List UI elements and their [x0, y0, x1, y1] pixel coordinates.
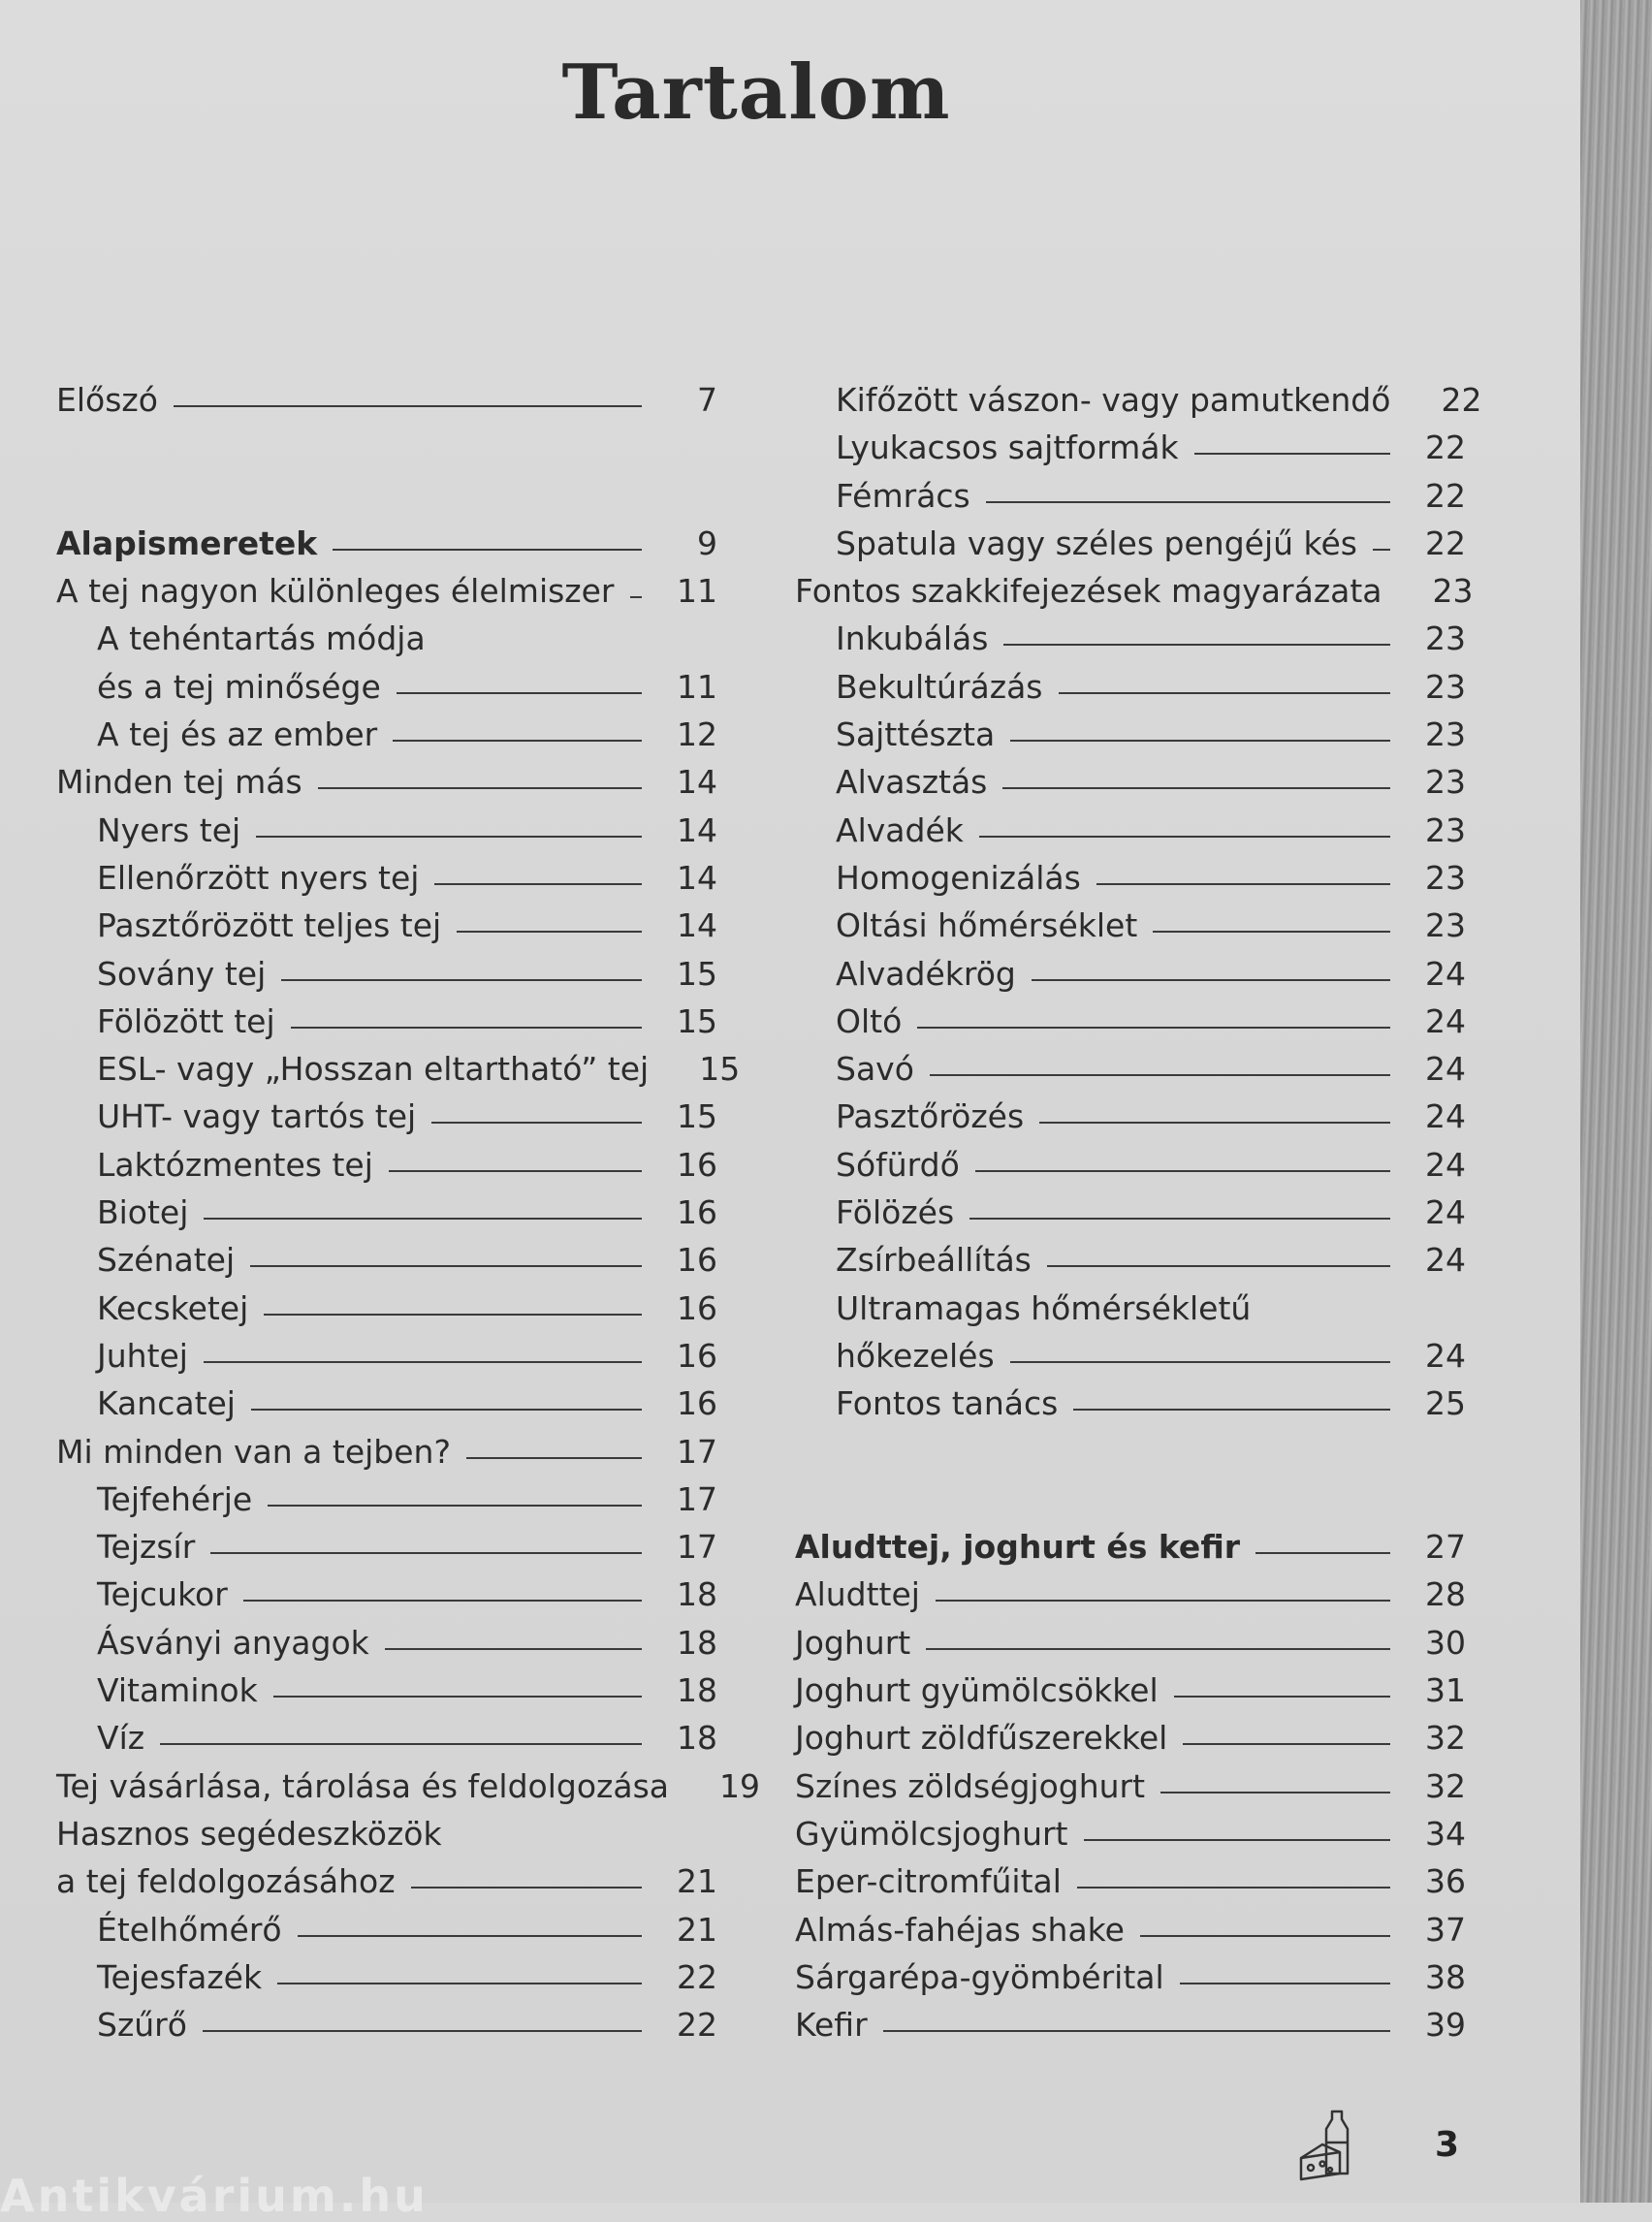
- toc-page-number: 15: [677, 954, 717, 993]
- toc-entry: [56, 1428, 717, 1476]
- toc-leader-line: [466, 1456, 642, 1459]
- toc-entry: [795, 807, 1466, 854]
- toc-page-number: 23: [1425, 763, 1466, 802]
- toc-entry: [795, 2001, 1466, 2048]
- toc-entry: [795, 1762, 1466, 1810]
- toc-page-number: 36: [1425, 1862, 1466, 1901]
- toc-leader-line: [975, 1169, 1390, 1172]
- toc-page-number: 14: [677, 858, 717, 897]
- milk-bottle-cheese-icon: [1297, 2104, 1359, 2181]
- toc-entry: [56, 1762, 760, 1810]
- toc-leader-line: [264, 1313, 642, 1316]
- toc-leader-line: [1255, 1551, 1390, 1554]
- toc-page-number: 17: [677, 1528, 717, 1567]
- toc-entry: [56, 615, 717, 662]
- toc-entry: [56, 1093, 717, 1140]
- toc-leader-line: [926, 1647, 1390, 1650]
- toc-leader-line: [273, 1695, 642, 1698]
- toc-entry: [795, 424, 1466, 471]
- toc-page-number: 15: [677, 1097, 717, 1136]
- toc-entry-title: Homogenizálás: [836, 858, 1081, 897]
- toc-leader-line: [936, 1599, 1390, 1602]
- toc-entry: [795, 1332, 1466, 1380]
- toc-entry-title: Fontos szakkifejezések magyarázata: [795, 572, 1382, 611]
- toc-leader-line: [1059, 691, 1390, 694]
- toc-entry: [795, 472, 1466, 520]
- toc-page-number: 9: [697, 524, 717, 562]
- toc-spacer: [795, 1476, 1466, 1523]
- toc-entry-title: Kifőzött vászon- vagy pamutkendő: [836, 381, 1391, 419]
- toc-page-number: 15: [699, 1050, 741, 1089]
- toc-leader-line: [1194, 452, 1390, 455]
- toc-page-number: 23: [1425, 667, 1466, 706]
- toc-page-number: 21: [677, 1910, 717, 1949]
- toc-entry: [56, 807, 717, 854]
- toc-entry-title: Laktózmentes tej: [97, 1145, 373, 1184]
- toc-entry: [56, 1571, 717, 1618]
- toc-leader-line: [411, 1886, 642, 1889]
- toc-entry: [56, 1810, 717, 1857]
- toc-page-number: 21: [677, 1862, 717, 1901]
- toc-page-number: 16: [677, 1241, 717, 1280]
- toc-entry-title: A tej nagyon különleges élelmiszer: [56, 572, 615, 611]
- toc-entry-title: Szűrő: [97, 2006, 187, 2045]
- toc-entry-title: Joghurt gyümölcsökkel: [795, 1671, 1159, 1710]
- toc-spacer: [56, 472, 717, 520]
- toc-entry: [56, 1666, 717, 1714]
- toc-entry-title: Szénatej: [97, 1241, 236, 1280]
- toc-page-number: 19: [719, 1766, 760, 1805]
- toc-entry: [795, 902, 1466, 949]
- toc-entry-title: Bekultúrázás: [836, 667, 1043, 706]
- toc-entry: [56, 2001, 717, 2048]
- toc-page-number: 34: [1425, 1814, 1466, 1853]
- toc-leader-line: [431, 1121, 642, 1124]
- toc-entry-title: Spatula vagy széles pengéjű kés: [836, 524, 1357, 562]
- toc-entry-title: Tejzsír: [97, 1528, 196, 1567]
- toc-entry: [56, 1380, 717, 1427]
- toc-leader-line: [251, 1408, 642, 1411]
- toc-entry: [795, 376, 1482, 424]
- toc-entry-title: Ásványi anyagok: [97, 1623, 369, 1662]
- toc-entry-title: Minden tej más: [56, 763, 302, 802]
- toc-entry-title: Almás-fahéjas shake: [795, 1910, 1125, 1949]
- toc-page-number: 22: [1425, 429, 1466, 467]
- toc-spacer: [795, 1428, 1466, 1476]
- toc-entry: [56, 1045, 741, 1093]
- page-title: Tartalom: [561, 48, 951, 137]
- toc-entry: [795, 615, 1466, 662]
- toc-leader-line: [243, 1599, 642, 1602]
- toc-page-number: 11: [677, 667, 717, 706]
- toc-entry-title: és a tej minősége: [97, 667, 381, 706]
- toc-entry: [56, 567, 717, 615]
- toc-page-number: 37: [1425, 1910, 1466, 1949]
- toc-leader-line: [1073, 1408, 1390, 1411]
- toc-entry-title: Kefir: [795, 2006, 868, 2045]
- toc-entry: [56, 1141, 717, 1189]
- toc-page-number: 17: [677, 1479, 717, 1518]
- toc-entry-title: Hasznos segédeszközök: [56, 1814, 442, 1853]
- toc-page-number: 16: [677, 1336, 717, 1375]
- toc-entry-title: Juhtej: [97, 1336, 188, 1375]
- toc-entry: [56, 1714, 717, 1762]
- toc-leader-line: [385, 1647, 642, 1650]
- toc-entry-title: Alvasztás: [836, 763, 988, 802]
- toc-entry: [56, 902, 717, 949]
- toc-left-column: [56, 376, 760, 2048]
- toc-entry-title: Fölözés: [836, 1193, 955, 1232]
- toc-leader-line: [979, 835, 1390, 838]
- toc-page-number: 18: [677, 1623, 717, 1662]
- toc-entry-title: Ételhőmérő: [97, 1910, 282, 1949]
- toc-leader-line: [1140, 1934, 1390, 1937]
- toc-leader-line: [883, 2029, 1390, 2032]
- toc-entry-title: Oltási hőmérséklet: [836, 906, 1138, 945]
- toc-leader-line: [1047, 1264, 1390, 1267]
- toc-entry: [56, 1189, 717, 1236]
- toc-page-number: 24: [1425, 1241, 1466, 1280]
- toc-entry-title: a tej feldolgozásához: [56, 1862, 396, 1901]
- toc-entry: [56, 1619, 717, 1666]
- toc-entry-title: Sárgarépa-gyömbérital: [795, 1957, 1164, 1996]
- toc-right-column: [795, 376, 1482, 2048]
- toc-entry-title: Pasztőrözött teljes tej: [97, 906, 442, 945]
- toc-entry-title: Joghurt zöldfűszerekkel: [795, 1719, 1168, 1758]
- toc-leader-line: [268, 1504, 642, 1507]
- toc-entry: [56, 663, 717, 711]
- toc-entry-title: Joghurt: [795, 1623, 911, 1662]
- toc-entry-title: Savó: [836, 1050, 914, 1089]
- toc-entry-title: Ellenőrzött nyers tej: [97, 858, 420, 897]
- toc-leader-line: [1096, 882, 1390, 885]
- toc-entry-title: Alvadék: [836, 810, 964, 849]
- toc-leader-line: [333, 548, 642, 551]
- toc-entry: [795, 950, 1466, 998]
- toc-entry-title: Biotej: [97, 1193, 189, 1232]
- toc-entry-title: Nyers tej: [97, 810, 241, 849]
- toc-page-number: 39: [1425, 2006, 1466, 2045]
- toc-leader-line: [318, 786, 642, 789]
- toc-spacer: [56, 424, 717, 471]
- toc-leader-line: [277, 1982, 642, 1984]
- toc-entry-title: UHT- vagy tartós tej: [97, 1097, 417, 1136]
- toc-entry-title: Kancatej: [97, 1384, 236, 1423]
- toc-page-number: 24: [1425, 1145, 1466, 1184]
- toc-entry: [795, 1285, 1466, 1332]
- toc-page-number: 30: [1425, 1623, 1466, 1662]
- toc-entry-title: Sovány tej: [97, 954, 267, 993]
- toc-page-number: 16: [677, 1288, 717, 1327]
- toc-entry: [56, 711, 717, 758]
- toc-entry-title: Mi minden van a tejben?: [56, 1432, 451, 1471]
- toc-leader-line: [291, 1026, 642, 1029]
- toc-entry: [56, 1236, 717, 1284]
- toc-leader-line: [1373, 548, 1390, 551]
- toc-entry-title: Ultramagas hőmérsékletű: [836, 1288, 1252, 1327]
- toc-leader-line: [434, 882, 642, 885]
- toc-page-number: 11: [677, 572, 717, 611]
- toc-page-number: 24: [1425, 1097, 1466, 1136]
- toc-leader-line: [1180, 1982, 1390, 1984]
- toc-entry: [795, 1093, 1466, 1140]
- toc-page-number: 24: [1425, 954, 1466, 993]
- toc-entry: [795, 711, 1466, 758]
- toc-page-number: 22: [1425, 476, 1466, 515]
- toc-page-number: 18: [677, 1671, 717, 1710]
- toc-entry-title: Alapismeretek: [56, 524, 318, 562]
- toc-entry-title: Kecsketej: [97, 1288, 249, 1327]
- watermark-text: Antikvárium.hu: [0, 2170, 429, 2222]
- toc-page-number: 15: [677, 1001, 717, 1040]
- toc-leader-line: [397, 691, 642, 694]
- toc-leader-line: [930, 1073, 1390, 1076]
- toc-leader-line: [256, 835, 642, 838]
- toc-leader-line: [1174, 1695, 1390, 1698]
- toc-leader-line: [389, 1169, 642, 1172]
- toc-entry: [56, 1906, 717, 1953]
- toc-entry: [795, 567, 1474, 615]
- toc-page-number: 7: [697, 381, 717, 419]
- toc-leader-line: [281, 978, 642, 981]
- toc-entry: [795, 1810, 1466, 1857]
- toc-page-number: 23: [1425, 810, 1466, 849]
- toc-entry: [795, 1571, 1466, 1618]
- toc-page-number: 22: [677, 2006, 717, 2045]
- toc-section-heading: [795, 1523, 1466, 1571]
- toc-entry-title: Aludttej, joghurt és kefir: [795, 1528, 1241, 1567]
- toc-entry: [795, 1857, 1466, 1905]
- toc-entry-title: ESL- vagy „Hosszan eltartható” tej: [97, 1050, 650, 1089]
- toc-page-number: 23: [1425, 906, 1466, 945]
- toc-leader-line: [969, 1217, 1390, 1220]
- toc-leader-line: [1084, 1838, 1391, 1841]
- toc-entry: [795, 998, 1466, 1045]
- toc-entry-title: Pasztőrözés: [836, 1097, 1025, 1136]
- toc-page-number: 24: [1425, 1336, 1466, 1375]
- toc-page-number: 14: [677, 810, 717, 849]
- toc-entry: [56, 1523, 717, 1571]
- toc-entry-title: Zsírbeállítás: [836, 1241, 1032, 1280]
- toc-entry-title: Aludttej: [795, 1575, 920, 1614]
- toc-entry: [795, 1141, 1466, 1189]
- toc-leader-line: [1032, 978, 1390, 981]
- toc-leader-line: [298, 1934, 642, 1937]
- toc-entry: [795, 1619, 1466, 1666]
- adjacent-page-edge: [1580, 0, 1652, 2203]
- toc-leader-line: [986, 500, 1390, 503]
- toc-entry: [795, 854, 1466, 902]
- toc-page-number: 24: [1425, 1050, 1466, 1089]
- toc-page-number: 16: [677, 1384, 717, 1423]
- toc-page-number: 22: [1425, 524, 1466, 562]
- toc-entry: [795, 1906, 1466, 1953]
- toc-entry: [56, 758, 717, 806]
- toc-leader-line: [204, 1217, 642, 1220]
- toc-entry-title: Vitaminok: [97, 1671, 258, 1710]
- toc-entry: [795, 520, 1466, 567]
- toc-page-number: 16: [677, 1145, 717, 1184]
- toc-leader-line: [203, 2029, 642, 2032]
- toc-entry-title: A tehéntartás módja: [97, 619, 426, 658]
- toc-leader-line: [174, 404, 642, 407]
- toc-entry: [795, 758, 1466, 806]
- toc-entry-title: Tejcukor: [97, 1575, 228, 1614]
- toc-entry: [795, 1236, 1466, 1284]
- toc-entry: [56, 998, 717, 1045]
- toc-page-number: 16: [677, 1193, 717, 1232]
- toc-entry-title: Víz: [97, 1719, 145, 1758]
- toc-leader-line: [917, 1026, 1390, 1029]
- toc-page-number: 22: [1441, 381, 1482, 419]
- toc-entry-title: A tej és az ember: [97, 715, 378, 754]
- toc-page-number: 23: [1425, 715, 1466, 754]
- toc-entry-title: Tejesfazék: [97, 1957, 263, 1996]
- toc-entry: [795, 1189, 1466, 1236]
- toc-entry-title: Tej vásárlása, tárolása és feldolgozása: [56, 1766, 669, 1805]
- toc-entry-title: Oltó: [836, 1001, 903, 1040]
- toc-page-number: 17: [677, 1432, 717, 1471]
- toc-page-number: 23: [1432, 572, 1474, 611]
- toc-page-number: 32: [1425, 1766, 1466, 1805]
- toc-entry: [56, 376, 717, 424]
- toc-entry-title: Sófürdő: [836, 1145, 960, 1184]
- toc-leader-line: [1077, 1886, 1390, 1889]
- toc-entry-title: Alvadékrög: [836, 954, 1016, 993]
- toc-entry-title: Inkubálás: [836, 619, 989, 658]
- toc-page-number: 18: [677, 1719, 717, 1758]
- toc-entry: [56, 1332, 717, 1380]
- toc-page-number: 31: [1425, 1671, 1466, 1710]
- toc-page-number: 23: [1425, 858, 1466, 897]
- toc-leader-line: [204, 1360, 642, 1363]
- toc-entry: [795, 663, 1466, 711]
- toc-entry: [56, 1285, 717, 1332]
- toc-entry: [795, 1714, 1466, 1762]
- toc-leader-line: [1183, 1742, 1390, 1745]
- toc-entry-title: Színes zöldségjoghurt: [795, 1766, 1146, 1805]
- toc-page-number: 14: [677, 763, 717, 802]
- toc-page-number: 12: [677, 715, 717, 754]
- toc-leader-line: [457, 930, 642, 933]
- toc-entry: [56, 854, 717, 902]
- toc-page-number: 23: [1425, 619, 1466, 658]
- toc-entry-title: Lyukacsos sajtformák: [836, 429, 1179, 467]
- toc-entry-title: Előszó: [56, 381, 158, 419]
- toc-page-number: 32: [1425, 1719, 1466, 1758]
- toc-entry: [56, 950, 717, 998]
- toc-entry: [56, 1476, 717, 1523]
- toc-section-heading: [56, 520, 717, 567]
- toc-leader-line: [210, 1551, 642, 1554]
- toc-leader-line: [630, 595, 642, 598]
- toc-leader-line: [1160, 1791, 1390, 1793]
- toc-page-number: 38: [1425, 1957, 1466, 1996]
- toc-entry: [795, 1666, 1466, 1714]
- toc-entry-title: Fölözött tej: [97, 1001, 275, 1040]
- toc-leader-line: [393, 739, 642, 742]
- toc-entry: [56, 1953, 717, 2001]
- toc-entry: [795, 1045, 1466, 1093]
- toc-leader-line: [250, 1264, 642, 1267]
- toc-leader-line: [1010, 1360, 1390, 1363]
- toc-entry-title: Sajttészta: [836, 715, 996, 754]
- toc-page-number: 27: [1425, 1528, 1466, 1567]
- toc-page-number: 24: [1425, 1001, 1466, 1040]
- toc-page-number: 18: [677, 1575, 717, 1614]
- toc-entry-title: Fémrács: [836, 476, 970, 515]
- toc-page-number: 14: [677, 906, 717, 945]
- toc-leader-line: [1153, 930, 1390, 933]
- toc-leader-line: [1002, 786, 1390, 789]
- toc-page-number: 24: [1425, 1193, 1466, 1232]
- toc-entry-title: Gyümölcsjoghurt: [795, 1814, 1068, 1853]
- toc-entry-title: Fontos tanács: [836, 1384, 1059, 1423]
- toc-leader-line: [1010, 739, 1390, 742]
- page-number: 3: [1435, 2125, 1460, 2165]
- toc-entry-title: Tejfehérje: [97, 1479, 253, 1518]
- toc-entry-title: hőkezelés: [836, 1336, 995, 1375]
- toc-leader-line: [1039, 1121, 1390, 1124]
- toc-entry: [795, 1380, 1466, 1427]
- toc-entry: [795, 1953, 1466, 2001]
- toc-entry-title: Eper-citromfűital: [795, 1862, 1062, 1901]
- toc-entry: [56, 1857, 717, 1905]
- toc-page-number: 25: [1425, 1384, 1466, 1423]
- toc-leader-line: [160, 1742, 642, 1745]
- toc-leader-line: [1003, 643, 1390, 646]
- toc-page-number: 28: [1425, 1575, 1466, 1614]
- toc-page-number: 22: [677, 1957, 717, 1996]
